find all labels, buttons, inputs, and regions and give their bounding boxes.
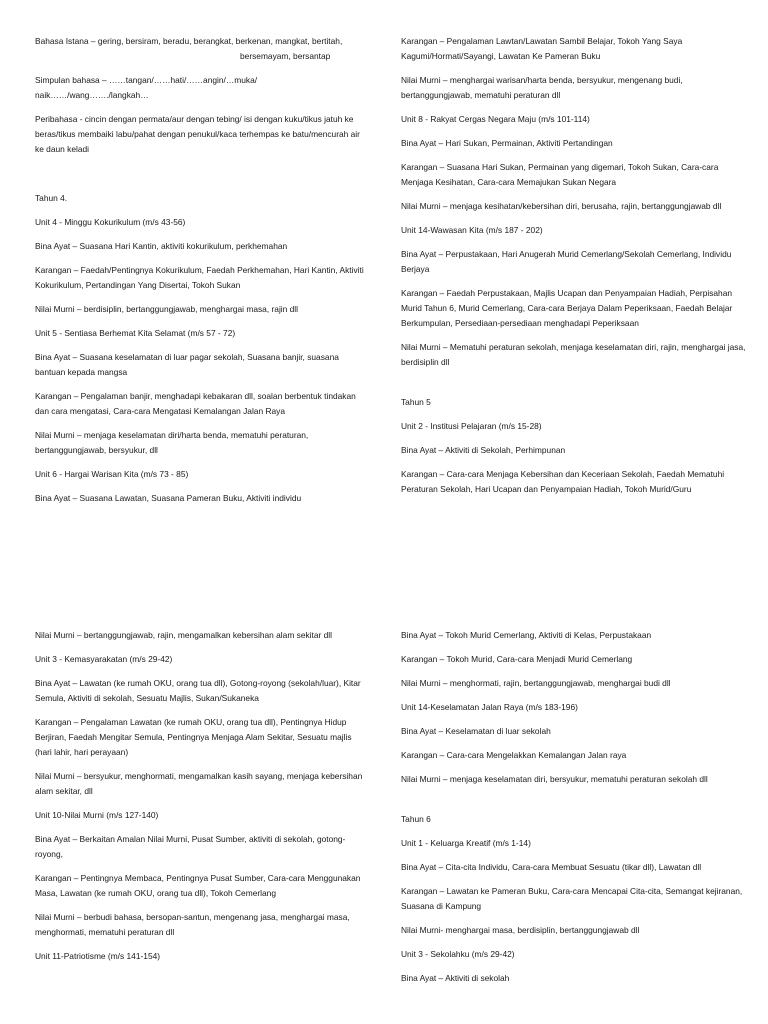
tahun-6-heading: Tahun 6: [401, 814, 431, 824]
unit-2-karangan: Karangan – Cara-cara Menjaga Kebersihan dan Keceriaan Sekolah, Faedah Mematuhi Peraturan Sekolah, Hari Ucapan dan Penyampaian Hadiah, Tokoh Murid/Guru: [401, 469, 725, 494]
unit-14-nilai-murni: Nilai Murni – Mematuhi peraturan sekolah, menjaga keselamatan diri, rajin, menghargai jasa, berdisiplin dll: [401, 342, 746, 367]
unit-3-bina-ayat: Bina Ayat – Lawatan (ke rumah OKU, orang tua dll), Gotong-royong (sekolah/luar), Kitar Semula, Aktiviti di sekolah, Sesuatu Majlis, Sukan/Sukaneka: [35, 678, 361, 703]
unit-10-nilai-murni: Nilai Murni – berbudi bahasa, bersopan-santun, mengenang jasa, menghargai masa, menghormati, mematuhi peraturan dll: [35, 912, 350, 937]
unit-4-heading: Unit 4 - Minggu Kokurikulum (m/s 43-56): [35, 217, 186, 227]
unit-14-karangan: Karangan – Faedah Perpustakaan, Majlis Ucapan dan Penyampaian Hadiah, Perpisahan Murid Tahun 6, Murid Cemerlang, Cara-cara Berjaya Dalam Peperiksaan, Faedah Belajar Berkumpulan, Persediaan-persediaan menghadapi Peperiksaan: [401, 288, 733, 328]
tokoh-karangan: Karangan – Tokoh Murid, Cara-cara Menjadi Murid Cemerlang: [401, 654, 633, 664]
bottom-right-column: [401, 628, 751, 986]
unit-14-keselamatan-bina-ayat: Bina Ayat – Keselamatan di luar sekolah: [401, 726, 551, 736]
unit-1-nilai-murni: Nilai Murni- menghargai masa, berdisiplin, bertanggungjawab dll: [401, 925, 640, 935]
unit-10-bina-ayat: Bina Ayat – Berkaitan Amalan Nilai Murni, Pusat Sumber, aktiviti di sekolah, gotong-royong,: [35, 834, 346, 859]
unit-8-nilai-murni: Nilai Murni – menjaga kesihatan/kebersihan diri, berusaha, rajin, bertanggungjawab dll: [401, 201, 722, 211]
unit-2-bina-ayat: Bina Ayat – Aktiviti di Sekolah, Perhimpunan: [401, 445, 566, 455]
unit-1-karangan: Karangan – Lawatan ke Pameran Buku, Cara-cara Mencapai Cita-cita, Semangat kejiranan, Suasana di Kampung: [401, 886, 743, 911]
unit-5-nilai-murni: Nilai Murni – menjaga keselamatan diri/harta benda, mematuhi peraturan, bertanggungjawab, bersyukur, dll: [35, 430, 309, 455]
unit-5-bina-ayat: Bina Ayat – Suasana keselamatan di luar pagar sekolah, Suasana banjir, suasana bantuan kepada mangsa: [35, 352, 339, 377]
tokoh-bina-ayat: Bina Ayat – Tokoh Murid Cemerlang, Aktiviti di Kelas, Perpustakaan: [401, 630, 652, 640]
top-left-column: [35, 34, 365, 506]
unit-6-bina-ayat: Bina Ayat – Suasana Lawatan, Suasana Pameran Buku, Aktiviti individu: [35, 493, 302, 503]
unit-3-sekolahku-heading: Unit 3 - Sekolahku (m/s 29-42): [401, 949, 515, 959]
unit-5-karangan: Karangan – Pengalaman banjir, menghadapi kebakaran dll, soalan berbentuk tindakan dan cara mengatasi, Cara-cara Mengatasi Kemalangan Jalan Raya: [35, 391, 356, 416]
top-right-column: [401, 34, 751, 497]
unit-4-karangan: Karangan – Faedah/Pentingnya Kokurikulum, Faedah Perkhemahan, Hari Kantin, Aktiviti Kokurikulum, Pertandingan Yang Disertai, Tokoh Sukan: [35, 265, 364, 290]
unit-5-heading: Unit 5 - Sentiasa Berhemat Kita Selamat (m/s 57 - 72): [35, 328, 236, 338]
unit-6-nilai-murni: Nilai Murni – menghargai warisan/harta benda, bersyukur, mengenang budi, bertanggungjawab, mematuhi peraturan dll: [401, 75, 683, 100]
bottom-left-column: [35, 628, 370, 964]
bahasa-istana-line2: bersemayam, bersantap: [240, 51, 331, 61]
unit-11-heading: Unit 11-Patriotisme (m/s 141-154): [35, 951, 161, 961]
unit-14-heading: Unit 14-Wawasan Kita (m/s 187 - 202): [401, 225, 543, 235]
unit-3-sekolahku-bina-ayat: Bina Ayat – Aktiviti di sekolah: [401, 973, 510, 983]
tokoh-nilai-murni: Nilai Murni – menghormati, rajin, bertanggungjawab, menghargai budi dll: [401, 678, 671, 688]
peribahasa: Peribahasa - cincin dengan permata/aur dengan tebing/ isi dengan kuku/tikus jatuh ke beras/tikus membaiki labu/pahat dengan penukul/kaca terhempas ke batu/mencurah air ke daun keladi: [35, 114, 360, 154]
unit-4-bina-ayat: Bina Ayat – Suasana Hari Kantin, aktiviti kokurikulum, perkhemahan: [35, 241, 288, 251]
unit-2-heading: Unit 2 - Institusi Pelajaran (m/s 15-28): [401, 421, 542, 431]
unit-14-keselamatan-karangan: Karangan – Cara-cara Mengelakkan Kemalangan Jalan raya: [401, 750, 627, 760]
unit-3-heading: Unit 3 - Kemasyarakatan (m/s 29-42): [35, 654, 173, 664]
unit-14-bina-ayat: Bina Ayat – Perpustakaan, Hari Anugerah Murid Cemerlang/Sekolah Cemerlang, Individu Berjaya: [401, 249, 732, 274]
unit-6-heading: Unit 6 - Hargai Warisan Kita (m/s 73 - 85): [35, 469, 189, 479]
tahun-5-heading: Tahun 5: [401, 397, 431, 407]
tahun-4-heading: Tahun 4.: [35, 193, 68, 203]
unit-14-keselamatan-nilai-murni: Nilai Murni – menjaga keselamatan diri, bersyukur, mematuhi peraturan sekolah dll: [401, 774, 708, 784]
unit-1-bina-ayat: Bina Ayat – Cita-cita Individu, Cara-cara Membuat Sesuatu (tikar dll), Lawatan dll: [401, 862, 702, 872]
unit-8-heading: Unit 8 - Rakyat Cergas Negara Maju (m/s 101-114): [401, 114, 590, 124]
unit-10-karangan: Karangan – Pentingnya Membaca, Pentingnya Pusat Sumber, Cara-cara Menggunakan Masa, Lawatan (ke rumah OKU, orang tua dll), Tokoh Cemerlang: [35, 873, 361, 898]
unit-1-heading: Unit 1 - Keluarga Kreatif (m/s 1-14): [401, 838, 531, 848]
unit-10-heading: Unit 10-Nilai Murni (m/s 127-140): [35, 810, 159, 820]
bahasa-istana-line1: Bahasa Istana – gering, bersiram, beradu, berangkat, berkenan, mangkat, bertitah,: [35, 36, 343, 46]
simpulan-bahasa: Simpulan bahasa – ……tangan/……hati/……angin/…muka/ naik……/wang……./langkah…: [35, 75, 258, 100]
unit-6-karangan: Karangan – Pengalaman Lawtan/Lawatan Sambil Belajar, Tokoh Yang Saya Kagumi/Hormati/Sayangi, Lawatan Ke Pameran Buku: [401, 36, 683, 61]
unit-3-nilai-murni: Nilai Murni – bersyukur, menghormati, mengamalkan kasih sayang, menjaga kebersihan alam sekitar, dll: [35, 771, 363, 796]
unit-8-karangan: Karangan – Suasana Hari Sukan, Permainan yang digemari, Tokoh Sukan, Cara-cara Menjaga Kesihatan, Cara-cara Memajukan Sukan Negara: [401, 162, 719, 187]
unit-14-keselamatan-heading: Unit 14-Keselamatan Jalan Raya (m/s 183-196): [401, 702, 578, 712]
unit-8-bina-ayat: Bina Ayat – Hari Sukan, Permainan, Aktiviti Pertandingan: [401, 138, 613, 148]
unit-4-nilai-murni: Nilai Murni – berdisiplin, bertanggungjawab, menghargai masa, rajin dll: [35, 304, 299, 314]
unit-2-nilai-murni: Nilai Murni – bertanggungjawab, rajin, mengamalkan kebersihan alam sekitar dll: [35, 630, 333, 640]
unit-3-karangan: Karangan – Pengalaman Lawatan (ke rumah OKU, orang tua dll), Pentingnya Hidup Berjiran, Faedah Mengitar Semula, Pentingnya Menjaga Alam Sekitar, Sesuatu majlis (hari lahir, hari perayaan): [35, 717, 352, 757]
